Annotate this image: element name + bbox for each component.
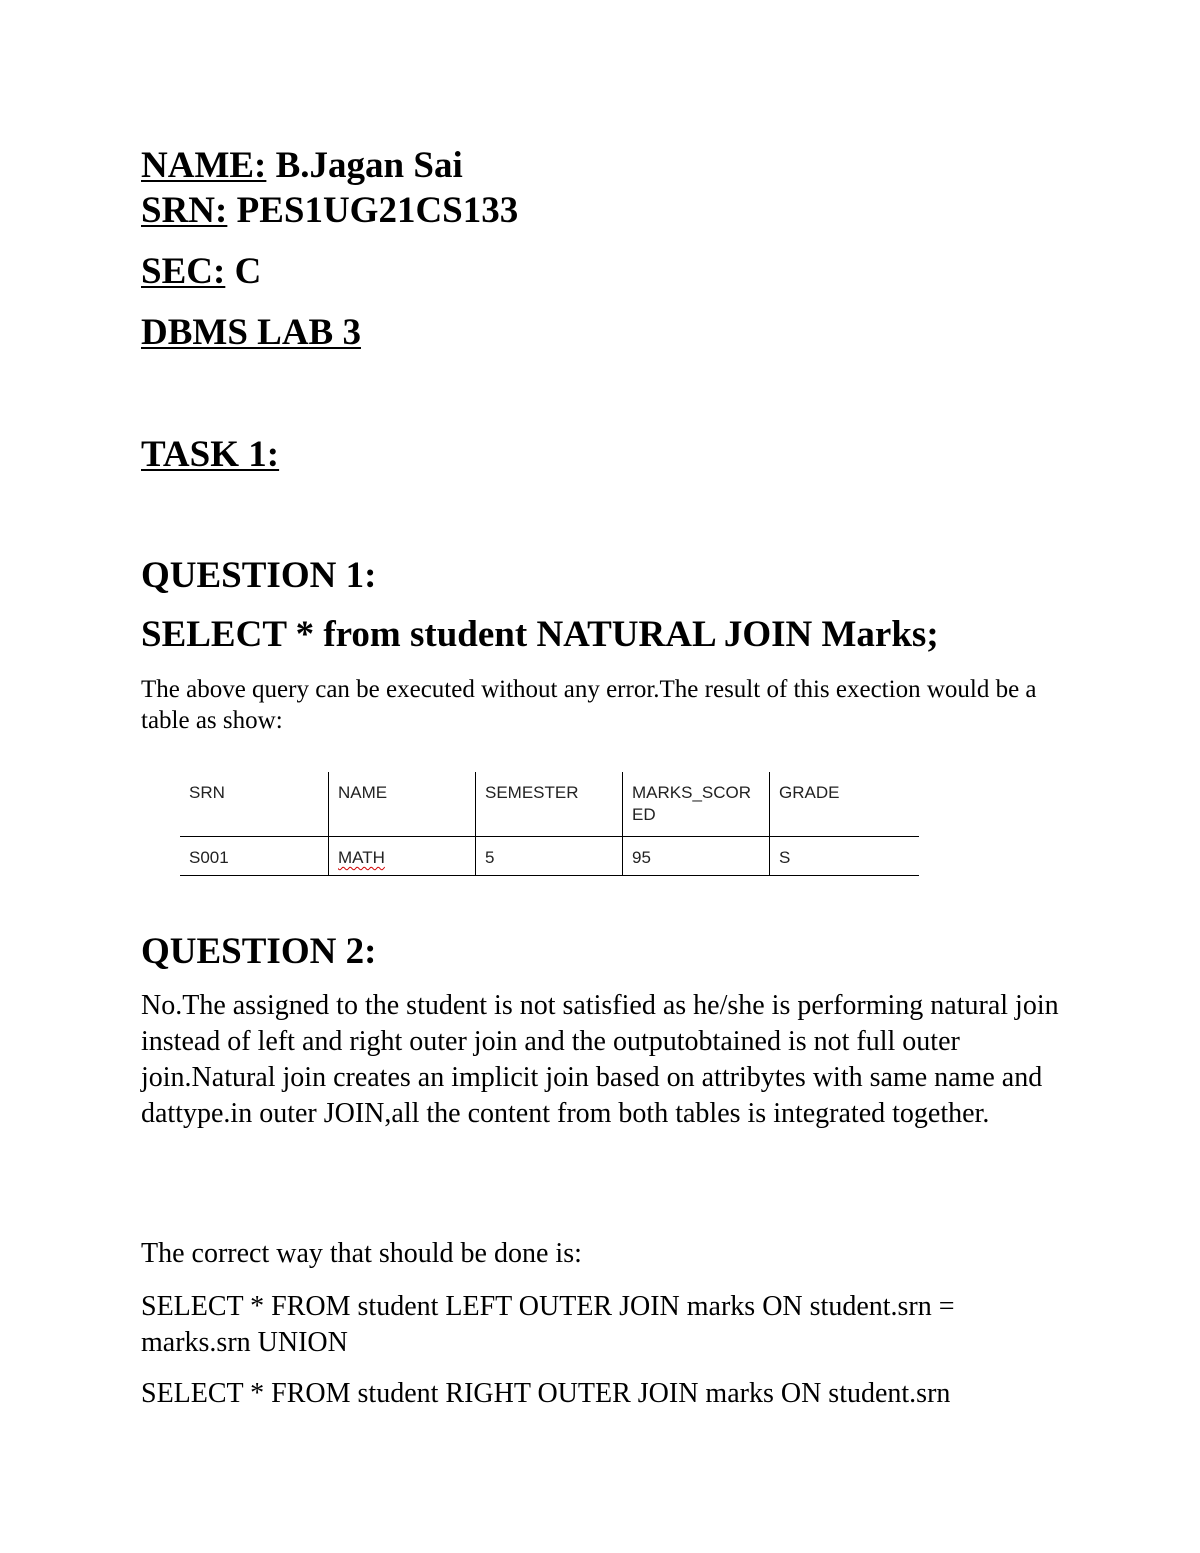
sec-label: SEC: xyxy=(141,251,226,292)
question2-answer: No.The assigned to the student is not satisfied as he/she is performing natural join instead of left and right outer join and the outputobtained is not full outer join.Natural join creates an implicit join based on attribytes with same name and dattype.in outer JOIN,all the content from both tables is integrated together. xyxy=(141,990,1059,1129)
lab-title: DBMS LAB 3 xyxy=(141,312,361,353)
column-header: NAME xyxy=(329,772,476,837)
corrected-query-part2: SELECT * FROM student RIGHT OUTER JOIN marks ON student.srn xyxy=(141,1378,951,1409)
table-cell: 5 xyxy=(476,837,623,876)
sec-line xyxy=(141,250,261,294)
table-cell-text: MATH xyxy=(338,848,385,867)
sec-value: C xyxy=(225,251,262,292)
table-header-row xyxy=(180,772,919,837)
question1-explanation: The above query can be executed without any error.The result of this exection would be a table as show: xyxy=(141,676,1037,734)
question1-query: SELECT * from student NATURAL JOIN Marks; xyxy=(141,614,939,655)
name-line xyxy=(141,144,463,188)
column-header: GRADE xyxy=(770,772,920,837)
correct-way-intro: The correct way that should be done is: xyxy=(141,1238,582,1269)
corrected-query-part1: SELECT * FROM student LEFT OUTER JOIN marks ON student.srn = marks.srn UNION xyxy=(141,1291,955,1358)
column-header: SEMESTER xyxy=(476,772,623,837)
column-header xyxy=(623,772,770,837)
srn-value: PES1UG21CS133 xyxy=(227,190,519,231)
srn-label: SRN: xyxy=(141,190,228,231)
name-label: NAME: xyxy=(141,145,267,186)
question1-title: QUESTION 1: xyxy=(141,555,377,596)
question2-title: QUESTION 2: xyxy=(141,931,377,972)
table-cell xyxy=(329,837,476,876)
table-row xyxy=(180,837,919,876)
table-cell: S001 xyxy=(180,837,329,876)
table-cell: S xyxy=(770,837,920,876)
column-header-text: MARKS_SCOR ED xyxy=(632,783,752,824)
task-title: TASK 1: xyxy=(141,434,280,475)
result-table xyxy=(180,772,919,876)
column-header: SRN xyxy=(180,772,329,837)
srn-line xyxy=(141,189,518,233)
name-value: B.Jagan Sai xyxy=(266,145,463,186)
table-cell: 95 xyxy=(623,837,770,876)
